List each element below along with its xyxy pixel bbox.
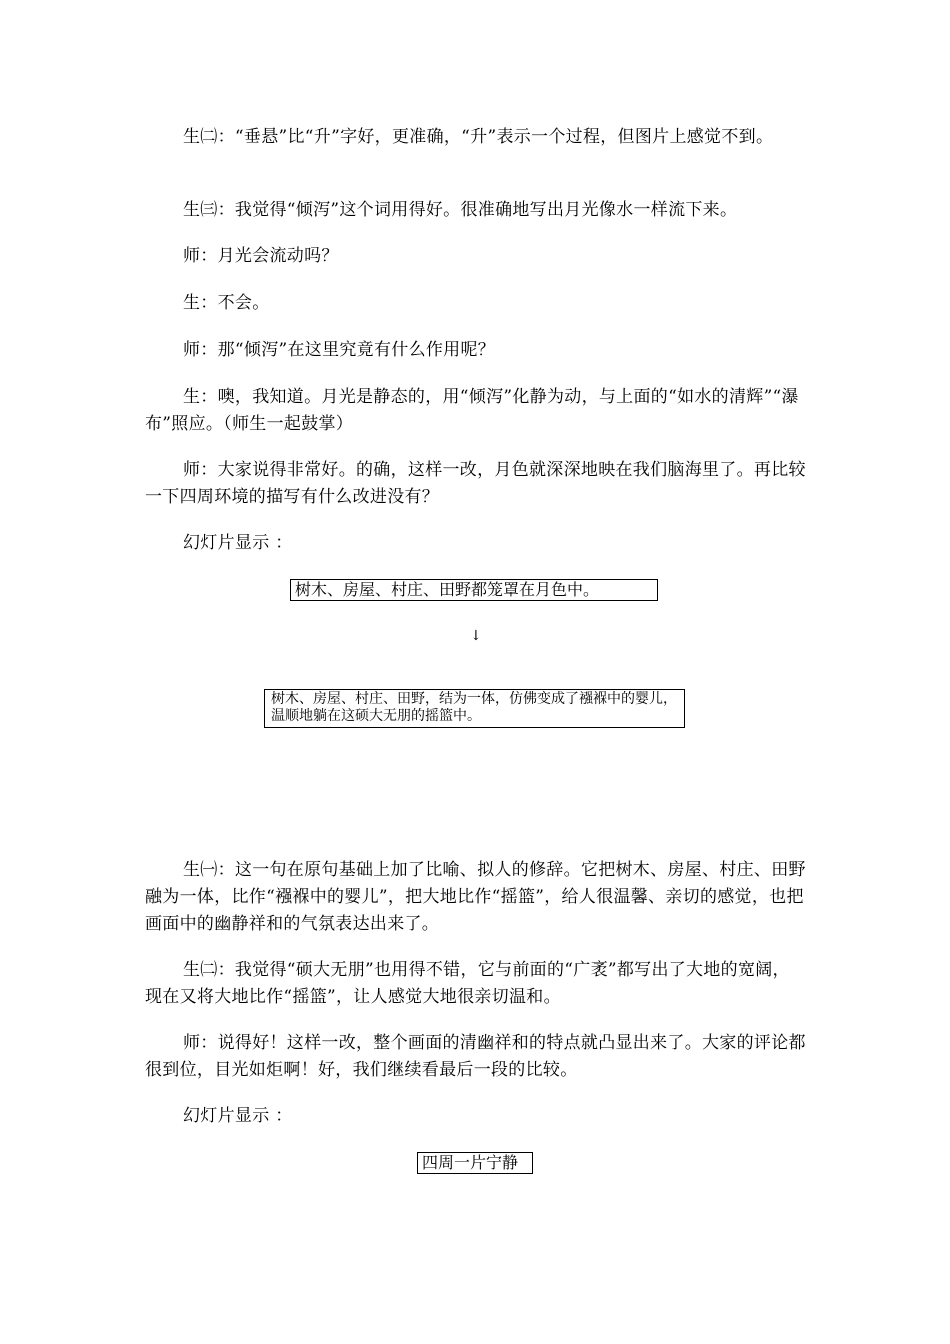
paragraph-teacher-followup: 师：那“倾泻”在这里究竟有什么作用呢？ bbox=[183, 340, 496, 360]
slide-original-sentence-box: 树木、房屋、村庄、田野都笼罩在月色中。 bbox=[290, 579, 658, 601]
paragraph-student-answer: 生：不会。 bbox=[183, 293, 270, 313]
paragraph-student-3: 生㈢：我觉得“倾泻”这个词用得好。很准确地写出月光像水一样流下来。 bbox=[183, 200, 738, 220]
paragraph-slide-label-2: 幻灯片显示 ： bbox=[183, 1106, 293, 1126]
slide-quiet-box: 四周一片宁静 bbox=[417, 1152, 533, 1174]
paragraph-teacher-question: 师：月光会流动吗？ bbox=[183, 246, 339, 266]
paragraph-student-2: 生㈡：“垂悬”比“升”字好，更准确，“升”表示一个过程，但图片上感觉不到。 bbox=[183, 127, 774, 147]
paragraph-teacher-praise: 师：大家说得非常好。的确，这样一改，月色就深深地映在我们脑海里了。再比较一下四周环境的描写有什么改进没有？ bbox=[145, 460, 806, 507]
paragraph-teacher-summary: 师：说得好！这样一改，整个画面的清幽祥和的特点就凸显出来了。大家的评论都很到位，目光如炬啊！好，我们继续看最后一段的比较。 bbox=[145, 1033, 806, 1080]
paragraph-student-1-comment: 生㈠：这一句在原句基础上加了比喻、拟人的修辞。它把树木、房屋、村庄、田野融为一体，比作“襁褓中的婴儿”，把大地比作“摇篮”，给人很温馨、亲切的感觉，也把画面中的幽静祥和的气氛表达出来了。 bbox=[145, 860, 806, 934]
paragraph-student-explain: 生：噢，我知道。月光是静态的，用“倾泻”化静为动，与上面的“如水的清辉”“瀑布”照应。（师生一起鼓掌） bbox=[145, 387, 799, 434]
paragraph-slide-label-1: 幻灯片显示 ： bbox=[183, 533, 293, 553]
slide-revised-sentence-box: 树木、房屋、村庄、田野，结为一体，仿佛变成了襁褓中的婴儿，温顺地躺在这硕大无朋的摇篮中。 bbox=[264, 689, 685, 728]
paragraph-student-2-comment: 生㈡：我觉得“硕大无朋”也用得不错，它与前面的“广袤”都写出了大地的宽阔，现在又将大地比作“摇篮”，让人感觉大地很亲切温和。 bbox=[145, 960, 790, 1007]
down-arrow-icon: ↓ bbox=[470, 628, 482, 644]
